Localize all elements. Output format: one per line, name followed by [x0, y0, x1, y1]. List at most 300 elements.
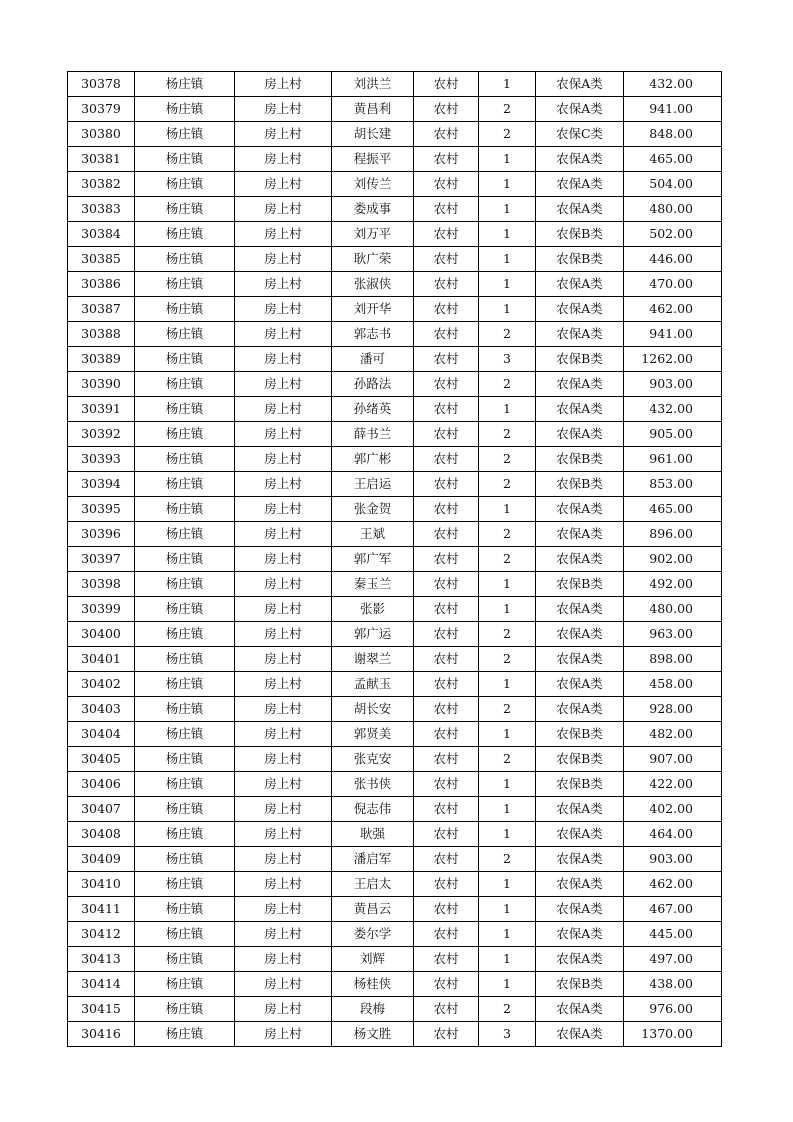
name-cell: 谢翠兰: [332, 647, 414, 672]
town-cell: 杨庄镇: [135, 547, 235, 572]
person-count-cell: 1: [479, 147, 536, 172]
town-cell: 杨庄镇: [135, 597, 235, 622]
name-cell: 耿广荣: [332, 247, 414, 272]
insurance-category-cell: 农保A类: [536, 697, 624, 722]
amount-cell: 482.00: [624, 722, 722, 747]
name-cell: 王斌: [332, 522, 414, 547]
insurance-category-cell: 农保B类: [536, 722, 624, 747]
household-type-cell: 农村: [414, 922, 479, 947]
village-cell: 房上村: [235, 147, 332, 172]
record-id-cell: 30406: [68, 772, 135, 797]
person-count-cell: 2: [479, 522, 536, 547]
village-cell: 房上村: [235, 322, 332, 347]
name-cell: 张克安: [332, 747, 414, 772]
town-cell: 杨庄镇: [135, 147, 235, 172]
town-cell: 杨庄镇: [135, 997, 235, 1022]
insurance-category-cell: 农保A类: [536, 622, 624, 647]
household-type-cell: 农村: [414, 197, 479, 222]
table-row: [68, 547, 722, 572]
village-cell: 房上村: [235, 897, 332, 922]
village-cell: 房上村: [235, 272, 332, 297]
person-count-cell: 1: [479, 497, 536, 522]
record-id-cell: 30378: [68, 72, 135, 97]
record-id-cell: 30403: [68, 697, 135, 722]
person-count-cell: 1: [479, 272, 536, 297]
name-cell: 刘万平: [332, 222, 414, 247]
table-row: [68, 197, 722, 222]
village-cell: 房上村: [235, 672, 332, 697]
amount-cell: 438.00: [624, 972, 722, 997]
amount-cell: 907.00: [624, 747, 722, 772]
insurance-category-cell: 农保A类: [536, 797, 624, 822]
household-type-cell: 农村: [414, 172, 479, 197]
table-row: [68, 747, 722, 772]
household-type-cell: 农村: [414, 897, 479, 922]
name-cell: 张金贺: [332, 497, 414, 522]
name-cell: 张影: [332, 597, 414, 622]
record-id-cell: 30392: [68, 422, 135, 447]
person-count-cell: 2: [479, 322, 536, 347]
household-type-cell: 农村: [414, 1022, 479, 1047]
person-count-cell: 2: [479, 97, 536, 122]
name-cell: 黄昌利: [332, 97, 414, 122]
insurance-category-cell: 农保A类: [536, 872, 624, 897]
amount-cell: 502.00: [624, 222, 722, 247]
amount-cell: 976.00: [624, 997, 722, 1022]
insurance-category-cell: 农保A类: [536, 172, 624, 197]
insurance-category-cell: 农保A类: [536, 647, 624, 672]
name-cell: 孙绪英: [332, 397, 414, 422]
amount-cell: 446.00: [624, 247, 722, 272]
name-cell: 张书侠: [332, 772, 414, 797]
name-cell: 秦玉兰: [332, 572, 414, 597]
record-id-cell: 30388: [68, 322, 135, 347]
name-cell: 胡长安: [332, 697, 414, 722]
table-row: [68, 72, 722, 97]
person-count-cell: 2: [479, 647, 536, 672]
insurance-category-cell: 农保B类: [536, 247, 624, 272]
amount-cell: 458.00: [624, 672, 722, 697]
record-id-cell: 30408: [68, 822, 135, 847]
person-count-cell: 1: [479, 672, 536, 697]
village-cell: 房上村: [235, 197, 332, 222]
village-cell: 房上村: [235, 847, 332, 872]
person-count-cell: 1: [479, 897, 536, 922]
name-cell: 黄昌云: [332, 897, 414, 922]
town-cell: 杨庄镇: [135, 497, 235, 522]
town-cell: 杨庄镇: [135, 197, 235, 222]
insurance-category-cell: 农保A类: [536, 72, 624, 97]
household-type-cell: 农村: [414, 72, 479, 97]
insurance-category-cell: 农保B类: [536, 447, 624, 472]
person-count-cell: 3: [479, 1022, 536, 1047]
table-row: [68, 172, 722, 197]
person-count-cell: 2: [479, 622, 536, 647]
person-count-cell: 1: [479, 872, 536, 897]
household-type-cell: 农村: [414, 572, 479, 597]
village-cell: 房上村: [235, 947, 332, 972]
insurance-category-cell: 农保B类: [536, 747, 624, 772]
table-row: [68, 797, 722, 822]
household-type-cell: 农村: [414, 272, 479, 297]
amount-cell: 480.00: [624, 597, 722, 622]
record-id-cell: 30380: [68, 122, 135, 147]
insurance-category-cell: 农保A类: [536, 947, 624, 972]
table-row: [68, 397, 722, 422]
insurance-category-cell: 农保B类: [536, 347, 624, 372]
table-row: [68, 372, 722, 397]
village-cell: 房上村: [235, 422, 332, 447]
household-type-cell: 农村: [414, 622, 479, 647]
town-cell: 杨庄镇: [135, 647, 235, 672]
town-cell: 杨庄镇: [135, 72, 235, 97]
record-id-cell: 30399: [68, 597, 135, 622]
amount-cell: 963.00: [624, 622, 722, 647]
amount-cell: 462.00: [624, 297, 722, 322]
village-cell: 房上村: [235, 922, 332, 947]
name-cell: 郭广军: [332, 547, 414, 572]
insurance-category-cell: 农保A类: [536, 497, 624, 522]
person-count-cell: 1: [479, 247, 536, 272]
table-row: [68, 472, 722, 497]
amount-cell: 941.00: [624, 322, 722, 347]
town-cell: 杨庄镇: [135, 422, 235, 447]
name-cell: 耿强: [332, 822, 414, 847]
table-row: [68, 122, 722, 147]
amount-cell: 480.00: [624, 197, 722, 222]
town-cell: 杨庄镇: [135, 797, 235, 822]
household-type-cell: 农村: [414, 497, 479, 522]
town-cell: 杨庄镇: [135, 97, 235, 122]
person-count-cell: 1: [479, 72, 536, 97]
village-cell: 房上村: [235, 747, 332, 772]
record-id-cell: 30386: [68, 272, 135, 297]
record-id-cell: 30387: [68, 297, 135, 322]
name-cell: 郭广运: [332, 622, 414, 647]
name-cell: 段梅: [332, 997, 414, 1022]
person-count-cell: 1: [479, 572, 536, 597]
insurance-category-cell: 农保B类: [536, 222, 624, 247]
household-type-cell: 农村: [414, 697, 479, 722]
records-table: [67, 71, 722, 1047]
household-type-cell: 农村: [414, 422, 479, 447]
household-type-cell: 农村: [414, 547, 479, 572]
village-cell: 房上村: [235, 347, 332, 372]
insurance-category-cell: 农保A类: [536, 547, 624, 572]
table-row: [68, 897, 722, 922]
amount-cell: 896.00: [624, 522, 722, 547]
name-cell: 潘可: [332, 347, 414, 372]
household-type-cell: 农村: [414, 647, 479, 672]
person-count-cell: 2: [479, 547, 536, 572]
amount-cell: 470.00: [624, 272, 722, 297]
town-cell: 杨庄镇: [135, 322, 235, 347]
insurance-category-cell: 农保A类: [536, 422, 624, 447]
town-cell: 杨庄镇: [135, 897, 235, 922]
person-count-cell: 2: [479, 122, 536, 147]
record-id-cell: 30381: [68, 147, 135, 172]
name-cell: 倪志伟: [332, 797, 414, 822]
village-cell: 房上村: [235, 697, 332, 722]
village-cell: 房上村: [235, 722, 332, 747]
name-cell: 程振平: [332, 147, 414, 172]
household-type-cell: 农村: [414, 347, 479, 372]
household-type-cell: 农村: [414, 672, 479, 697]
household-type-cell: 农村: [414, 322, 479, 347]
name-cell: 杨桂侠: [332, 972, 414, 997]
insurance-category-cell: 农保A类: [536, 372, 624, 397]
town-cell: 杨庄镇: [135, 297, 235, 322]
town-cell: 杨庄镇: [135, 972, 235, 997]
table-row: [68, 147, 722, 172]
village-cell: 房上村: [235, 597, 332, 622]
person-count-cell: 1: [479, 222, 536, 247]
record-id-cell: 30391: [68, 397, 135, 422]
insurance-category-cell: 农保A类: [536, 297, 624, 322]
amount-cell: 961.00: [624, 447, 722, 472]
amount-cell: 497.00: [624, 947, 722, 972]
town-cell: 杨庄镇: [135, 622, 235, 647]
amount-cell: 467.00: [624, 897, 722, 922]
name-cell: 王启运: [332, 472, 414, 497]
town-cell: 杨庄镇: [135, 472, 235, 497]
table-row: [68, 522, 722, 547]
village-cell: 房上村: [235, 497, 332, 522]
town-cell: 杨庄镇: [135, 172, 235, 197]
insurance-category-cell: 农保A类: [536, 997, 624, 1022]
table-row: [68, 772, 722, 797]
record-id-cell: 30385: [68, 247, 135, 272]
insurance-category-cell: 农保A类: [536, 397, 624, 422]
name-cell: 娄成事: [332, 197, 414, 222]
person-count-cell: 1: [479, 822, 536, 847]
name-cell: 潘启军: [332, 847, 414, 872]
record-id-cell: 30390: [68, 372, 135, 397]
name-cell: 郭志书: [332, 322, 414, 347]
amount-cell: 465.00: [624, 497, 722, 522]
town-cell: 杨庄镇: [135, 947, 235, 972]
table-row: [68, 97, 722, 122]
table-row: [68, 922, 722, 947]
household-type-cell: 农村: [414, 947, 479, 972]
record-id-cell: 30416: [68, 1022, 135, 1047]
insurance-category-cell: 农保C类: [536, 122, 624, 147]
town-cell: 杨庄镇: [135, 397, 235, 422]
village-cell: 房上村: [235, 797, 332, 822]
insurance-category-cell: 农保A类: [536, 522, 624, 547]
person-count-cell: 1: [479, 397, 536, 422]
amount-cell: 462.00: [624, 872, 722, 897]
person-count-cell: 1: [479, 722, 536, 747]
village-cell: 房上村: [235, 622, 332, 647]
town-cell: 杨庄镇: [135, 572, 235, 597]
person-count-cell: 2: [479, 372, 536, 397]
insurance-category-cell: 农保A类: [536, 597, 624, 622]
person-count-cell: 2: [479, 422, 536, 447]
amount-cell: 928.00: [624, 697, 722, 722]
household-type-cell: 农村: [414, 872, 479, 897]
insurance-category-cell: 农保B类: [536, 572, 624, 597]
record-id-cell: 30410: [68, 872, 135, 897]
amount-cell: 898.00: [624, 647, 722, 672]
name-cell: 刘传兰: [332, 172, 414, 197]
amount-cell: 941.00: [624, 97, 722, 122]
household-type-cell: 农村: [414, 222, 479, 247]
town-cell: 杨庄镇: [135, 122, 235, 147]
village-cell: 房上村: [235, 172, 332, 197]
amount-cell: 1370.00: [624, 1022, 722, 1047]
town-cell: 杨庄镇: [135, 747, 235, 772]
name-cell: 孟献玉: [332, 672, 414, 697]
table-row: [68, 272, 722, 297]
household-type-cell: 农村: [414, 797, 479, 822]
record-id-cell: 30412: [68, 922, 135, 947]
record-id-cell: 30393: [68, 447, 135, 472]
record-id-cell: 30382: [68, 172, 135, 197]
table-row: [68, 622, 722, 647]
insurance-category-cell: 农保A类: [536, 897, 624, 922]
household-type-cell: 农村: [414, 297, 479, 322]
town-cell: 杨庄镇: [135, 1022, 235, 1047]
village-cell: 房上村: [235, 772, 332, 797]
village-cell: 房上村: [235, 97, 332, 122]
person-count-cell: 1: [479, 297, 536, 322]
insurance-category-cell: 农保B类: [536, 972, 624, 997]
name-cell: 张淑侠: [332, 272, 414, 297]
amount-cell: 464.00: [624, 822, 722, 847]
record-id-cell: 30405: [68, 747, 135, 772]
town-cell: 杨庄镇: [135, 272, 235, 297]
amount-cell: 848.00: [624, 122, 722, 147]
name-cell: 刘辉: [332, 947, 414, 972]
name-cell: 郭广彬: [332, 447, 414, 472]
village-cell: 房上村: [235, 222, 332, 247]
town-cell: 杨庄镇: [135, 372, 235, 397]
amount-cell: 432.00: [624, 72, 722, 97]
record-id-cell: 30413: [68, 947, 135, 972]
record-id-cell: 30396: [68, 522, 135, 547]
name-cell: 刘开华: [332, 297, 414, 322]
person-count-cell: 2: [479, 997, 536, 1022]
table-row: [68, 447, 722, 472]
person-count-cell: 1: [479, 797, 536, 822]
person-count-cell: 1: [479, 172, 536, 197]
village-cell: 房上村: [235, 1022, 332, 1047]
household-type-cell: 农村: [414, 997, 479, 1022]
person-count-cell: 1: [479, 972, 536, 997]
table-row: [68, 947, 722, 972]
record-id-cell: 30400: [68, 622, 135, 647]
person-count-cell: 2: [479, 697, 536, 722]
household-type-cell: 农村: [414, 472, 479, 497]
village-cell: 房上村: [235, 247, 332, 272]
town-cell: 杨庄镇: [135, 847, 235, 872]
insurance-category-cell: 农保A类: [536, 1022, 624, 1047]
household-type-cell: 农村: [414, 847, 479, 872]
name-cell: 胡长建: [332, 122, 414, 147]
household-type-cell: 农村: [414, 597, 479, 622]
record-id-cell: 30389: [68, 347, 135, 372]
amount-cell: 422.00: [624, 772, 722, 797]
village-cell: 房上村: [235, 397, 332, 422]
record-id-cell: 30384: [68, 222, 135, 247]
household-type-cell: 农村: [414, 372, 479, 397]
name-cell: 郭贤美: [332, 722, 414, 747]
village-cell: 房上村: [235, 822, 332, 847]
village-cell: 房上村: [235, 122, 332, 147]
village-cell: 房上村: [235, 297, 332, 322]
amount-cell: 465.00: [624, 147, 722, 172]
record-id-cell: 30379: [68, 97, 135, 122]
record-id-cell: 30414: [68, 972, 135, 997]
town-cell: 杨庄镇: [135, 697, 235, 722]
household-type-cell: 农村: [414, 247, 479, 272]
person-count-cell: 1: [479, 947, 536, 972]
village-cell: 房上村: [235, 447, 332, 472]
insurance-category-cell: 农保B类: [536, 772, 624, 797]
amount-cell: 905.00: [624, 422, 722, 447]
amount-cell: 853.00: [624, 472, 722, 497]
amount-cell: 432.00: [624, 397, 722, 422]
town-cell: 杨庄镇: [135, 347, 235, 372]
household-type-cell: 农村: [414, 97, 479, 122]
table-row: [68, 822, 722, 847]
town-cell: 杨庄镇: [135, 772, 235, 797]
insurance-category-cell: 农保A类: [536, 922, 624, 947]
table-row: [68, 847, 722, 872]
insurance-category-cell: 农保A类: [536, 272, 624, 297]
town-cell: 杨庄镇: [135, 822, 235, 847]
table-row: [68, 597, 722, 622]
insurance-category-cell: 农保A类: [536, 822, 624, 847]
table-row: [68, 322, 722, 347]
record-id-cell: 30411: [68, 897, 135, 922]
amount-cell: 903.00: [624, 847, 722, 872]
name-cell: 薛书兰: [332, 422, 414, 447]
household-type-cell: 农村: [414, 122, 479, 147]
record-id-cell: 30395: [68, 497, 135, 522]
amount-cell: 504.00: [624, 172, 722, 197]
record-id-cell: 30401: [68, 647, 135, 672]
household-type-cell: 农村: [414, 822, 479, 847]
table-row: [68, 872, 722, 897]
table-body: [68, 72, 722, 1047]
insurance-category-cell: 农保A类: [536, 672, 624, 697]
record-id-cell: 30383: [68, 197, 135, 222]
record-id-cell: 30397: [68, 547, 135, 572]
village-cell: 房上村: [235, 547, 332, 572]
person-count-cell: 1: [479, 597, 536, 622]
record-id-cell: 30404: [68, 722, 135, 747]
town-cell: 杨庄镇: [135, 222, 235, 247]
insurance-category-cell: 农保A类: [536, 322, 624, 347]
household-type-cell: 农村: [414, 447, 479, 472]
insurance-category-cell: 农保A类: [536, 97, 624, 122]
town-cell: 杨庄镇: [135, 922, 235, 947]
record-id-cell: 30394: [68, 472, 135, 497]
town-cell: 杨庄镇: [135, 872, 235, 897]
table-row: [68, 672, 722, 697]
name-cell: 孙路法: [332, 372, 414, 397]
table-row: [68, 647, 722, 672]
record-id-cell: 30409: [68, 847, 135, 872]
record-id-cell: 30415: [68, 997, 135, 1022]
person-count-cell: 1: [479, 197, 536, 222]
table-row: [68, 347, 722, 372]
town-cell: 杨庄镇: [135, 447, 235, 472]
household-type-cell: 农村: [414, 772, 479, 797]
person-count-cell: 2: [479, 847, 536, 872]
